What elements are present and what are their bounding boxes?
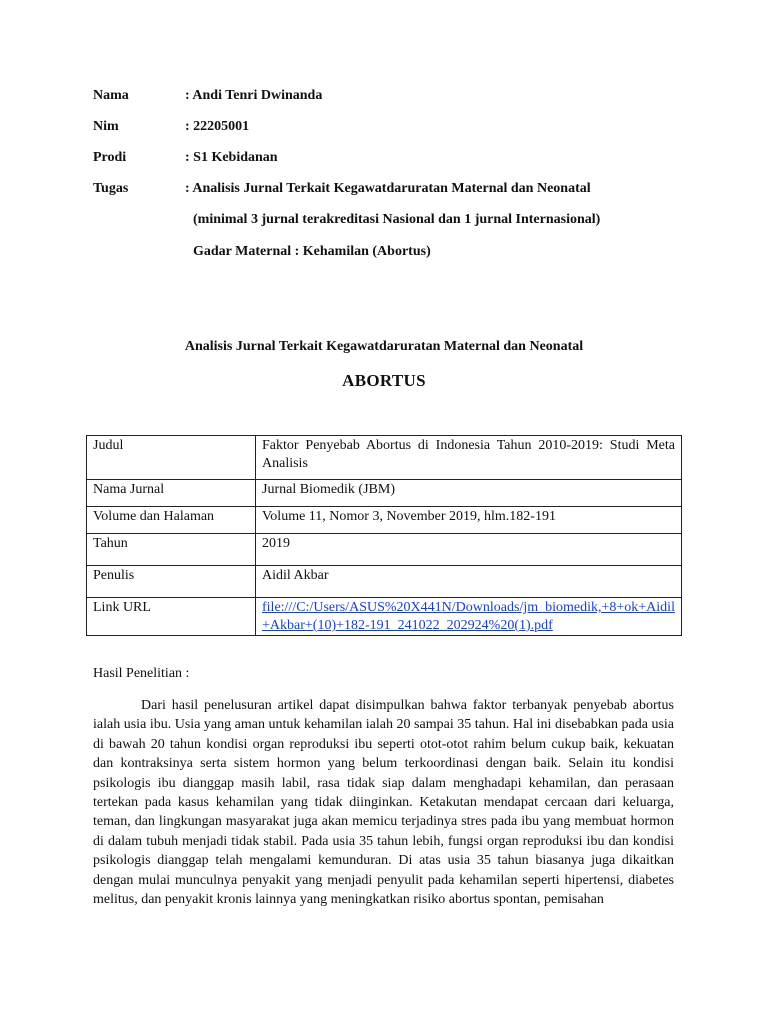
tugas-note: (minimal 3 jurnal terakreditasi Nasional dan 1 jurnal Internasional) <box>193 212 601 227</box>
table-value: Faktor Penyebab Abortus di Indonesia Tahun 2010-2019: Studi Meta Analisis <box>256 436 682 480</box>
journal-link[interactable]: file:///C:/Users/ASUS%20X441N/Downloads/jm_biomedik,+8+ok+Aidil+Akbar+(10)+182-191_241022_202924%20(1).pdf <box>262 600 675 633</box>
results-paragraph: Dari hasil penelusuran artikel dapat disimpulkan bahwa faktor terbanyak penyebab abortus ialah usia ibu. Usia yang aman untuk kehamilan ialah 20 sampai 35 tahun. Hal ini disebabkan pada usia di bawah 20 tahun kondisi organ reproduksi ibu seperti otot-otot rahim belum cukup baik, kekuatan dan kontraksinya serta sistem hormon yang belum terkoordinasi dengan baik. Selain itu kondisi psikologis ibu dianggap masih labil, rasa tidak siap dalam menghadapi kehamilan, dan perasaan tertekan pada kasus kehamilan yang tidak diinginkan. Ketakutan mendapat cercaan dari keluarga, teman, dan lingkungan masyarakat juga akan memicu terjadinya stres pada ibu yang membuat hormon di dalam tubuh menjadi tidak stabil. Pada usia 35 tahun lebih, fungsi organ reproduksi ibu dan kondisi psikologis dianggap telah mengalami kemunduran. Di atas usia 35 tahun biasanya juga dikaitkan dengan mulai munculnya penyakit yang menjadi penyulit pada kehamilan seperti hipertensi, diabetes melitus, dan penyakit kronis lainnya yang meningkatkan risiko abortus spontan, pemisahan <box>93 698 674 908</box>
table-row <box>87 436 682 480</box>
table-row <box>87 566 682 598</box>
results-label: Hasil Penelitian : <box>93 666 190 681</box>
identity-label: Nama <box>93 88 129 103</box>
identity-label: Prodi <box>93 150 127 165</box>
journal-table <box>86 435 682 636</box>
identity-value: : S1 Kebidanan <box>185 150 278 165</box>
identity-row-nama <box>93 88 322 104</box>
table-row <box>87 507 682 534</box>
identity-value: : Andi Tenri Dwinanda <box>185 88 323 103</box>
table-key: Nama Jurnal <box>87 480 256 507</box>
identity-row-nim <box>93 119 249 135</box>
document-heading: ABORTUS <box>342 371 426 390</box>
table-row <box>87 598 682 636</box>
table-key: Volume dan Halaman <box>87 507 256 534</box>
table-row <box>87 534 682 566</box>
table-key: Tahun <box>87 534 256 566</box>
identity-value: : 22205001 <box>185 119 250 134</box>
identity-label: Nim <box>93 119 119 134</box>
identity-label: Tugas <box>93 181 129 196</box>
table-value <box>256 598 682 636</box>
tugas-topic: Gadar Maternal : Kehamilan (Abortus) <box>193 244 431 259</box>
table-key: Link URL <box>87 598 256 636</box>
table-key: Judul <box>87 436 256 480</box>
identity-row-tugas <box>93 181 591 197</box>
document-title: Analisis Jurnal Terkait Kegawatdaruratan Maternal dan Neonatal <box>184 339 584 354</box>
table-value: Volume 11, Nomor 3, November 2019, hlm.182-191 <box>256 507 682 534</box>
table-value: Jurnal Biomedik (JBM) <box>256 480 682 507</box>
table-row <box>87 480 682 507</box>
identity-value: : Analisis Jurnal Terkait Kegawatdaruratan Maternal dan Neonatal <box>185 181 591 196</box>
identity-row-prodi <box>93 150 278 166</box>
table-key: Penulis <box>87 566 256 598</box>
table-value: 2019 <box>256 534 682 566</box>
table-value: Aidil Akbar <box>256 566 682 598</box>
